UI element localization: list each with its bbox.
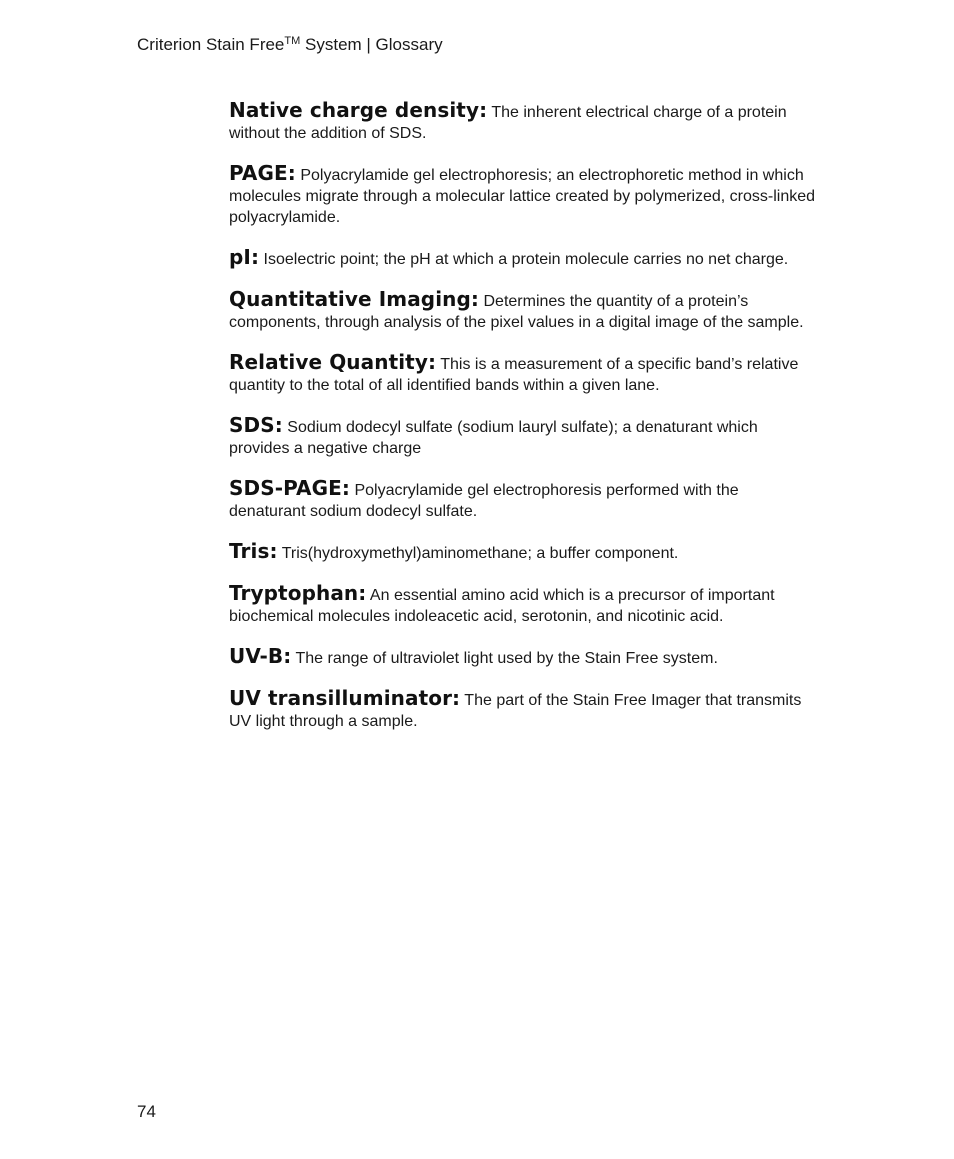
glossary-definition: An essential amino acid which is a precursor of important biochemical molecules indoleacetic acid, serotonin, and nicotinic acid. xyxy=(229,587,775,625)
glossary-entry-uv-transilluminator xyxy=(229,688,819,732)
glossary-term: Tris: xyxy=(229,539,278,563)
glossary-term: SDS-PAGE: xyxy=(229,476,350,500)
glossary-term: pI: xyxy=(229,245,260,269)
trademark-superscript: TM xyxy=(284,35,301,47)
header-title-prefix: Criterion Stain Free xyxy=(137,35,285,54)
glossary-definition: This is a measurement of a specific band’s relative quantity to the total of all identified bands within a given lane. xyxy=(229,356,799,394)
glossary-definition: The range of ultraviolet light used by the Stain Free system. xyxy=(295,650,718,667)
glossary-entry-tris xyxy=(229,541,819,564)
glossary-term: UV-B: xyxy=(229,644,292,668)
glossary-term: Native charge density: xyxy=(229,98,488,122)
glossary-entry-pi xyxy=(229,247,819,270)
glossary-entry-native-charge-density xyxy=(229,100,819,144)
glossary-definition: Tris(hydroxymethyl)aminomethane; a buffer component. xyxy=(281,545,679,562)
glossary-term: Tryptophan: xyxy=(229,581,367,605)
glossary-definition: Sodium dodecyl sulfate (sodium lauryl sulfate); a denaturant which provides a negative charge xyxy=(229,419,758,457)
glossary-entry-sds xyxy=(229,415,819,459)
glossary-term: Quantitative Imaging: xyxy=(229,287,480,311)
glossary-definition: The inherent electrical charge of a protein without the addition of SDS. xyxy=(229,104,787,142)
glossary-entry-tryptophan xyxy=(229,583,819,627)
glossary-definition: Isoelectric point; the pH at which a protein molecule carries no net charge. xyxy=(263,251,789,268)
glossary-definition: Determines the quantity of a protein’s components, through analysis of the pixel values in a digital image of the sample. xyxy=(229,293,804,331)
glossary-term: UV transilluminator: xyxy=(229,686,461,710)
glossary-entry-uv-b xyxy=(229,646,819,669)
glossary-definition: The part of the Stain Free Imager that transmits UV light through a sample. xyxy=(229,692,802,730)
running-header xyxy=(137,34,443,56)
glossary-entry-quantitative-imaging xyxy=(229,289,819,333)
glossary-list xyxy=(229,100,819,751)
glossary-entry-sds-page xyxy=(229,478,819,522)
glossary-term: SDS: xyxy=(229,413,283,437)
page-number: 74 xyxy=(137,1102,156,1121)
header-title-suffix: System | Glossary xyxy=(300,35,443,54)
glossary-entry-relative-quantity xyxy=(229,352,819,396)
glossary-entry-page xyxy=(229,163,819,228)
glossary-term: Relative Quantity: xyxy=(229,350,437,374)
glossary-definition: Polyacrylamide gel electrophoresis performed with the denaturant sodium dodecyl sulfate. xyxy=(229,482,739,520)
glossary-term: PAGE: xyxy=(229,161,296,185)
glossary-definition: Polyacrylamide gel electrophoresis; an electrophoretic method in which molecules migrate through a molecular lattice created by polymerized, cross-linked polyacrylamide. xyxy=(229,167,816,226)
